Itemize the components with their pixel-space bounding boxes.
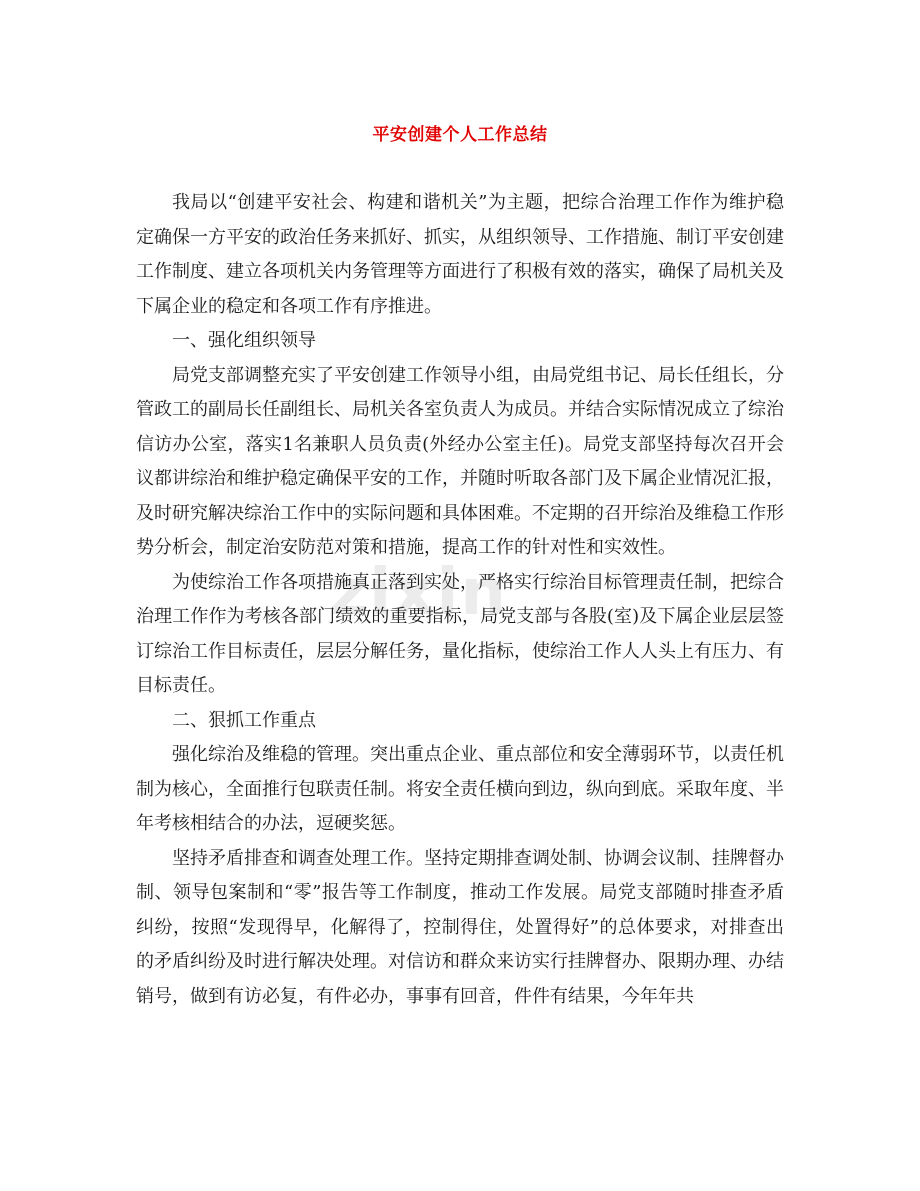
document-body bbox=[136, 186, 784, 1014]
intro-paragraph: 我局以“创建平安社会、构建和谐机关”为主题，把综合治理工作作为维护稳定确保一方平安的政治任务来抓好、抓实，从组织领导、工作措施、制订平安创建工作制度、建立各项机关内务管理等方面进行了积极有效的落实，确保了局机关及下属企业的稳定和各项工作有序推进。 bbox=[136, 192, 784, 317]
body-paragraph: 为使综治工作各项措施真正落到实处，严格实行综治目标管理责任制，把综合治理工作作为考核各部门绩效的重要指标，局党支部与各股(室)及下属企业层层签订综治工作目标责任，层层分解任务，量化指标，使综治工作人人头上有压力、有目标责任。 bbox=[136, 571, 784, 696]
document-title: 平安创建个人工作总结 bbox=[372, 125, 548, 145]
watermark: zixin bbox=[330, 556, 508, 630]
body-paragraph: 坚持矛盾排查和调查处理工作。坚持定期排查调处制、协调会议制、挂牌督办制、领导包案制和“零”报告等工作制度，推动工作发展。局党支部随时排查矛盾纠纷，按照“发现得早，化解得了，控制得住，处置得好”的总体要求，对排查出的矛盾纠纷及时进行解决处理。对信访和群众来访实行挂牌督办、限期办理、办结销号，做到有访必复，有件必办，事事有回音，件件有结果，今年年共 bbox=[136, 847, 784, 1007]
body-paragraph: 强化综治及维稳的管理。突出重点企业、重点部位和安全薄弱环节，以责任机制为核心，全面推行包联责任制。将安全责任横向到边，纵向到底。采取年度、半年考核相结合的办法，逗硬奖惩。 bbox=[136, 744, 784, 834]
section-heading-2: 二、狠抓工作重点 bbox=[172, 709, 316, 731]
section-heading-1: 一、强化组织领导 bbox=[172, 330, 316, 351]
body-paragraph: 局党支部调整充实了平安创建工作领导小组，由局党组书记、局长任组长，分管政工的副局长任副组长、局机关各室负责人为成员。并结合实际情况成立了综治信访办公室，落实1名兼职人员负责(外经办公室主任)。局党支部坚持每次召开会议都讲综治和维护稳定确保平安的工作，并随时听取各部门及下属企业情况汇报，及时研究解决综治工作中的实际问题和具体困难。不定期的召开综治及维稳工作形势分析会，制定治安防范对策和措施，提高工作的针对性和实效性。 bbox=[136, 364, 784, 558]
